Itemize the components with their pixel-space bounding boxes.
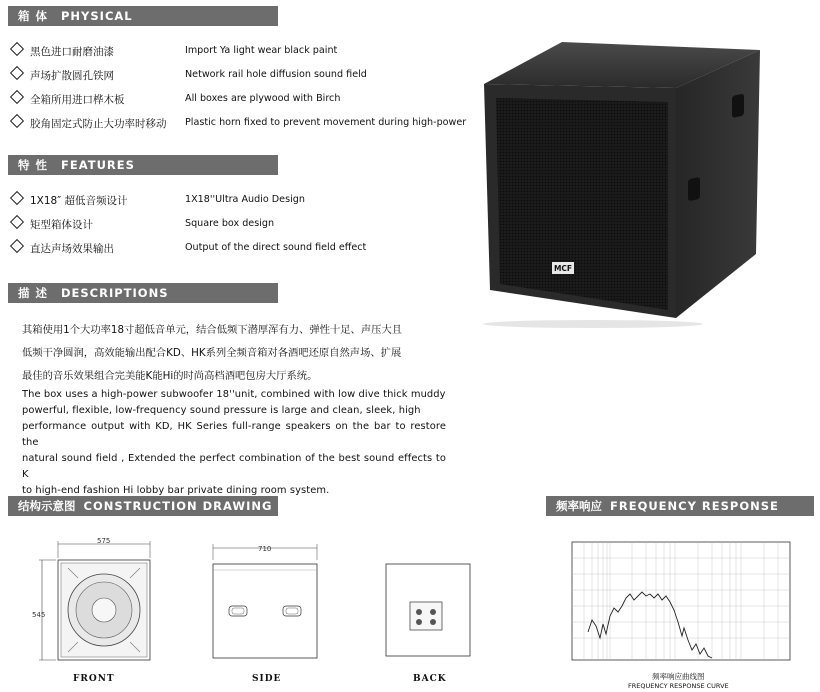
front-caption: FRONT [73,674,115,684]
back-caption: BACK [413,674,447,684]
physical-item-en: Plastic horn fixed to prevent movement during high-power [185,117,467,128]
handle-icon [229,606,247,616]
diamond-bullet-icon [10,90,24,104]
handle-icon [688,177,700,202]
description-en-line: performance output with KD, HK Series full-range speakers on the bar to restore the [22,421,446,448]
diamond-bullet-icon [10,66,24,80]
front-width-label: 575 [97,537,111,545]
physical-item: 全箱所用进口桦木板 [12,92,125,107]
features-header [8,155,278,175]
description-cn [22,321,444,385]
construction-title-cn: 结构示意图 [18,499,76,513]
front-height-label: 545 [32,611,46,619]
side-width-label: 710 [258,545,272,553]
construction-title-en: CONSTRUCTION DRAWING [83,499,273,513]
features-item: 1X18″ 超低音频设计 [12,193,128,208]
diamond-bullet-icon [10,239,24,253]
brand-logo-text: MCF [553,264,573,273]
diamond-bullet-icon [10,114,24,128]
features-item-en: 1X18''Ultra Audio Design [185,194,305,205]
side-caption: SIDE [252,674,282,684]
features-item-en: Output of the direct sound field effect [185,242,367,253]
product-image [478,28,774,328]
frequency-title-en: FREQUENCY RESPONSE [610,499,779,513]
physical-item: 胶角固定式防止大功率时移动 [12,116,167,131]
physical-item: 黑色进口耐磨油漆 [12,44,114,59]
physical-item: 声场扩散圆孔铁网 [12,68,114,83]
descriptions-header [8,283,278,303]
description-cn-line: 其箱使用1个大功率18寸超低音单元，结合低频下潜厚浑有力、弹性十足、声压大且 [22,324,403,336]
diamond-bullet-icon [10,42,24,56]
construction-header [8,496,278,516]
description-en-line: The box uses a high-power subwoofer 18''unit, combined with low dive thick muddy [22,389,446,400]
front-drawing [28,536,158,666]
physical-item-en: Network rail hole diffusion sound field [185,69,367,80]
handle-icon [283,606,301,616]
physical-title-cn: 箱体 [18,9,53,23]
frequency-caption-cn: 频率响应曲线图 [652,672,705,681]
description-en [22,387,446,499]
back-drawing [382,560,472,660]
frequency-header [546,496,814,516]
frequency-title-cn: 频率响应 [556,499,602,513]
features-item: 直达声场效果输出 [12,241,114,256]
features-item: 矩型箱体设计 [12,217,93,232]
description-en-line: natural sound field , Extended the perfect combination of the best sound effects to K [22,453,446,480]
descriptions-title-cn: 描述 [18,286,53,300]
description-cn-line: 低频干净圆润，高效能输出配合KD、HK系列全频音箱对各酒吧还原自然声场、扩展 [22,347,402,359]
handle-icon [732,93,744,118]
features-item-en: Square box design [185,218,275,229]
input-panel-icon [410,602,442,630]
descriptions-title-en: DESCRIPTIONS [61,286,169,300]
diamond-bullet-icon [10,215,24,229]
diamond-bullet-icon [10,191,24,205]
features-title-en: FEATURES [61,158,135,172]
frequency-caption-en: FREQUENCY RESPONSE CURVE [628,682,729,690]
frequency-response-graph [570,540,794,664]
physical-item-en: All boxes are plywood with Birch [185,93,341,104]
side-drawing [205,536,325,666]
physical-title-en: PHYSICAL [61,9,133,23]
description-cn-line: 最佳的音乐效果组合完美能K能Hi的时尚高档酒吧包房大厅系统。 [22,370,318,382]
features-title-cn: 特性 [18,158,53,172]
physical-item-en: Import Ya light wear black paint [185,45,338,56]
physical-header [8,6,278,26]
description-en-line: powerful, flexible, low-frequency sound pressure is large and clean, sleek, high [22,405,421,416]
description-en-line: to high-end fashion Hi lobby bar private dining room system. [22,485,330,496]
